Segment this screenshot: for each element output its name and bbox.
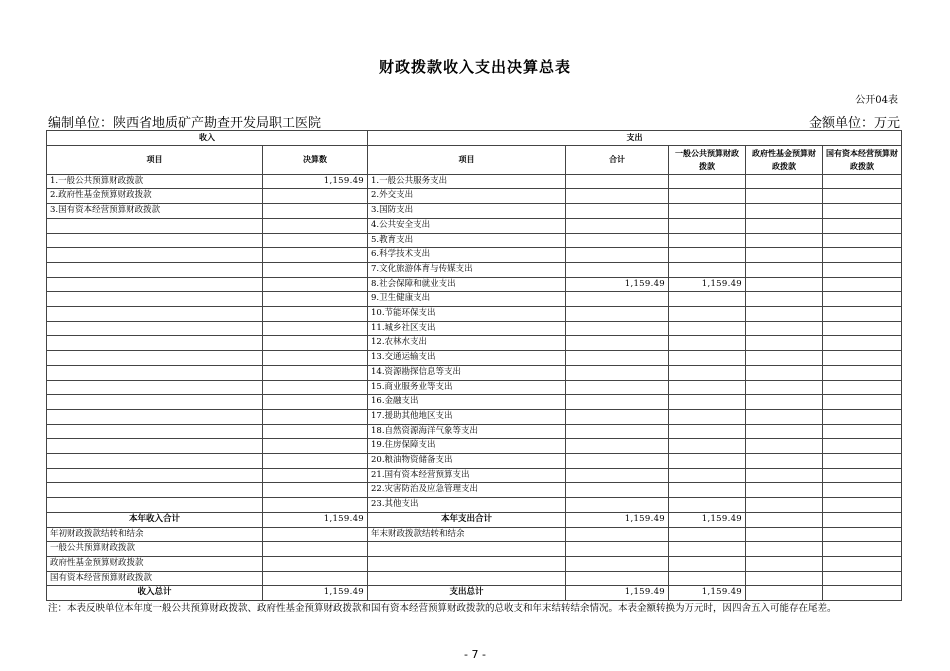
income-item	[47, 292, 263, 307]
gov-fund-amount	[746, 292, 823, 307]
gov-fund-amount	[746, 204, 823, 219]
income-amount	[263, 189, 368, 204]
expense-item: 20.粮油物资储备支出	[368, 454, 566, 469]
income-item	[47, 409, 263, 424]
col-general-budget: 一般公共预算财政拨款	[669, 145, 746, 174]
state-capital-amount	[823, 307, 902, 322]
expense-item: 年末财政拨款结转和结余	[368, 527, 566, 542]
gov-fund-amount	[746, 454, 823, 469]
general-budget-amount	[669, 380, 746, 395]
carryover-row	[47, 556, 902, 571]
gov-fund-amount	[746, 218, 823, 233]
general-budget-amount: 1,159.49	[669, 277, 746, 292]
table-row	[47, 204, 902, 219]
budget-table	[46, 130, 902, 601]
state-capital-amount	[823, 468, 902, 483]
col-state-capital: 国有资本经营预算财政拨款	[823, 145, 902, 174]
gov-fund-amount	[746, 233, 823, 248]
income-amount	[263, 380, 368, 395]
table-row	[47, 292, 902, 307]
expense-total	[566, 556, 669, 571]
income-amount	[263, 351, 368, 366]
income-item: 一般公共预算财政拨款	[47, 542, 263, 557]
expense-total	[566, 351, 669, 366]
gov-fund-amount	[746, 336, 823, 351]
income-item: 1.一般公共预算财政拨款	[47, 174, 263, 189]
expense-item: 16.金融支出	[368, 395, 566, 410]
income-amount	[263, 439, 368, 454]
gov-fund-amount	[746, 307, 823, 322]
state-capital-amount	[823, 556, 902, 571]
expense-total: 1,159.49	[566, 512, 669, 527]
gov-fund-amount	[746, 527, 823, 542]
expense-total	[566, 424, 669, 439]
general-budget-amount: 1,159.49	[669, 586, 746, 601]
income-amount	[263, 262, 368, 277]
state-capital-amount	[823, 262, 902, 277]
general-budget-amount	[669, 556, 746, 571]
expense-item: 8.社会保障和就业支出	[368, 277, 566, 292]
table-row	[47, 218, 902, 233]
income-item	[47, 483, 263, 498]
expense-item: 12.农林水支出	[368, 336, 566, 351]
income-amount	[263, 233, 368, 248]
table-row	[47, 351, 902, 366]
general-budget-amount	[669, 395, 746, 410]
state-capital-amount	[823, 512, 902, 527]
income-amount	[263, 321, 368, 336]
income-amount	[263, 409, 368, 424]
expense-item: 19.住房保障支出	[368, 439, 566, 454]
expense-item: 15.商业服务业等支出	[368, 380, 566, 395]
gov-fund-amount	[746, 380, 823, 395]
general-budget-amount	[669, 498, 746, 513]
income-item	[47, 336, 263, 351]
income-amount	[263, 454, 368, 469]
expense-label: 本年支出合计	[368, 512, 566, 527]
expense-item: 17.援助其他地区支出	[368, 409, 566, 424]
table-row	[47, 189, 902, 204]
expense-total	[566, 336, 669, 351]
income-label: 收入总计	[47, 586, 263, 601]
expense-item: 21.国有资本经营预算支出	[368, 468, 566, 483]
expense-total	[566, 262, 669, 277]
income-amount	[263, 527, 368, 542]
income-amount	[263, 365, 368, 380]
expense-item: 9.卫生健康支出	[368, 292, 566, 307]
state-capital-amount	[823, 233, 902, 248]
expense-item: 6.科学技术支出	[368, 248, 566, 263]
table-row	[47, 262, 902, 277]
state-capital-amount	[823, 571, 902, 586]
table-row	[47, 409, 902, 424]
income-amount	[263, 424, 368, 439]
state-capital-amount	[823, 483, 902, 498]
state-capital-amount	[823, 409, 902, 424]
expense-total	[566, 321, 669, 336]
state-capital-amount	[823, 365, 902, 380]
expense-total	[566, 439, 669, 454]
expense-total	[566, 307, 669, 322]
expense-total	[566, 571, 669, 586]
state-capital-amount	[823, 454, 902, 469]
col-gov-fund: 政府性基金预算财政拨款	[746, 145, 823, 174]
income-item: 年初财政拨款结转和结余	[47, 527, 263, 542]
expense-label: 支出总计	[368, 586, 566, 601]
income-amount: 1,159.49	[263, 586, 368, 601]
expense-item: 1.一般公共服务支出	[368, 174, 566, 189]
expense-total	[566, 365, 669, 380]
gov-fund-amount	[746, 483, 823, 498]
income-item	[47, 380, 263, 395]
income-amount	[263, 218, 368, 233]
income-item: 3.国有资本经营预算财政拨款	[47, 204, 263, 219]
expense-total	[566, 248, 669, 263]
table-row	[47, 380, 902, 395]
income-item	[47, 468, 263, 483]
gov-fund-amount	[746, 586, 823, 601]
expense-total: 1,159.49	[566, 277, 669, 292]
general-budget-amount	[669, 233, 746, 248]
table-row	[47, 336, 902, 351]
col-income-item: 项目	[47, 145, 263, 174]
form-number: 公开04表	[855, 95, 898, 106]
income-item	[47, 248, 263, 263]
general-budget-amount	[669, 454, 746, 469]
grand-total-row	[47, 586, 902, 601]
general-budget-amount	[669, 174, 746, 189]
table-row	[47, 468, 902, 483]
income-amount	[263, 395, 368, 410]
table-row	[47, 424, 902, 439]
state-capital-amount	[823, 204, 902, 219]
table-row	[47, 174, 902, 189]
expense-total	[566, 292, 669, 307]
gov-fund-amount	[746, 571, 823, 586]
income-label: 本年收入合计	[47, 512, 263, 527]
state-capital-amount	[823, 292, 902, 307]
state-capital-amount	[823, 380, 902, 395]
income-item	[47, 498, 263, 513]
income-amount: 1,159.49	[263, 512, 368, 527]
income-amount	[263, 498, 368, 513]
expense-item: 2.外交支出	[368, 189, 566, 204]
income-item	[47, 351, 263, 366]
state-capital-amount	[823, 248, 902, 263]
general-budget-amount	[669, 542, 746, 557]
general-budget-amount	[669, 262, 746, 277]
general-budget-amount	[669, 483, 746, 498]
state-capital-amount	[823, 336, 902, 351]
state-capital-amount	[823, 498, 902, 513]
page-number: - 7 -	[464, 648, 486, 661]
expense-total	[566, 409, 669, 424]
gov-fund-amount	[746, 439, 823, 454]
income-item: 国有资本经营预算财政拨款	[47, 571, 263, 586]
income-item	[47, 439, 263, 454]
table-row	[47, 233, 902, 248]
state-capital-amount	[823, 277, 902, 292]
general-budget-amount	[669, 527, 746, 542]
table-row	[47, 277, 902, 292]
income-amount	[263, 336, 368, 351]
income-header: 收入	[47, 131, 368, 146]
income-amount: 1,159.49	[263, 174, 368, 189]
expense-item: 7.文化旅游体育与传媒支出	[368, 262, 566, 277]
general-budget-amount	[669, 292, 746, 307]
state-capital-amount	[823, 189, 902, 204]
income-amount	[263, 277, 368, 292]
col-expense-total: 合计	[566, 145, 669, 174]
expense-item	[368, 556, 566, 571]
expense-total	[566, 189, 669, 204]
general-budget-amount	[669, 248, 746, 263]
carryover-row	[47, 527, 902, 542]
expense-item: 10.节能环保支出	[368, 307, 566, 322]
income-item	[47, 262, 263, 277]
amount-unit: 金额单位：万元	[808, 116, 900, 131]
gov-fund-amount	[746, 556, 823, 571]
state-capital-amount	[823, 586, 902, 601]
table-row	[47, 483, 902, 498]
expense-item: 18.自然资源海洋气象等支出	[368, 424, 566, 439]
table-row	[47, 498, 902, 513]
expense-total	[566, 454, 669, 469]
income-item	[47, 454, 263, 469]
income-amount	[263, 307, 368, 322]
income-amount	[263, 483, 368, 498]
general-budget-amount	[669, 409, 746, 424]
general-budget-amount	[669, 365, 746, 380]
gov-fund-amount	[746, 498, 823, 513]
table-row	[47, 395, 902, 410]
expense-total	[566, 395, 669, 410]
expense-total	[566, 527, 669, 542]
gov-fund-amount	[746, 395, 823, 410]
expense-item: 22.灾害防治及应急管理支出	[368, 483, 566, 498]
general-budget-amount	[669, 468, 746, 483]
income-amount	[263, 468, 368, 483]
income-item	[47, 307, 263, 322]
table-row	[47, 248, 902, 263]
state-capital-amount	[823, 395, 902, 410]
gov-fund-amount	[746, 409, 823, 424]
table-row	[47, 439, 902, 454]
table-row	[47, 321, 902, 336]
general-budget-amount	[669, 218, 746, 233]
expense-total	[566, 204, 669, 219]
expense-item: 13.交通运输支出	[368, 351, 566, 366]
gov-fund-amount	[746, 321, 823, 336]
state-capital-amount	[823, 527, 902, 542]
col-expense-item: 项目	[368, 145, 566, 174]
income-item	[47, 233, 263, 248]
income-item	[47, 277, 263, 292]
expense-total	[566, 174, 669, 189]
expense-total	[566, 468, 669, 483]
general-budget-amount	[669, 321, 746, 336]
col-income-amount: 决算数	[263, 145, 368, 174]
state-capital-amount	[823, 351, 902, 366]
state-capital-amount	[823, 321, 902, 336]
expense-total	[566, 233, 669, 248]
gov-fund-amount	[746, 174, 823, 189]
income-item: 2.政府性基金预算财政拨款	[47, 189, 263, 204]
income-item: 政府性基金预算财政拨款	[47, 556, 263, 571]
expense-item: 11.城乡社区支出	[368, 321, 566, 336]
table-row	[47, 365, 902, 380]
state-capital-amount	[823, 174, 902, 189]
expense-header: 支出	[368, 131, 902, 146]
income-amount	[263, 542, 368, 557]
footnote: 注：本表反映单位本年度一般公共预算财政拨款、政府性基金预算财政拨款和国有资本经营预算财政拨款的总收支和年末结转结余情况。本表金额转换为万元时，因四舍五入可能存在尾差。	[48, 603, 837, 614]
general-budget-amount	[669, 204, 746, 219]
income-item	[47, 395, 263, 410]
expense-item: 14.资源勘探信息等支出	[368, 365, 566, 380]
general-budget-amount	[669, 424, 746, 439]
gov-fund-amount	[746, 248, 823, 263]
expense-item	[368, 542, 566, 557]
income-amount	[263, 292, 368, 307]
expense-total	[566, 380, 669, 395]
income-amount	[263, 204, 368, 219]
general-budget-amount	[669, 189, 746, 204]
state-capital-amount	[823, 218, 902, 233]
page-title: 财政拨款收入支出决算总表	[378, 58, 571, 76]
expense-total: 1,159.49	[566, 586, 669, 601]
expense-total	[566, 498, 669, 513]
general-budget-amount	[669, 307, 746, 322]
expense-item	[368, 571, 566, 586]
gov-fund-amount	[746, 542, 823, 557]
state-capital-amount	[823, 439, 902, 454]
income-item	[47, 321, 263, 336]
gov-fund-amount	[746, 424, 823, 439]
expense-total	[566, 218, 669, 233]
carryover-row	[47, 542, 902, 557]
general-budget-amount	[669, 351, 746, 366]
expense-item: 23.其他支出	[368, 498, 566, 513]
gov-fund-amount	[746, 262, 823, 277]
table-row	[47, 307, 902, 322]
expense-total	[566, 542, 669, 557]
general-budget-amount	[669, 439, 746, 454]
income-item	[47, 365, 263, 380]
state-capital-amount	[823, 424, 902, 439]
year-total-row	[47, 512, 902, 527]
expense-total	[566, 483, 669, 498]
income-amount	[263, 556, 368, 571]
table-row	[47, 454, 902, 469]
gov-fund-amount	[746, 189, 823, 204]
general-budget-amount: 1,159.49	[669, 512, 746, 527]
expense-item: 3.国防支出	[368, 204, 566, 219]
income-amount	[263, 571, 368, 586]
gov-fund-amount	[746, 468, 823, 483]
gov-fund-amount	[746, 351, 823, 366]
carryover-row	[47, 571, 902, 586]
income-amount	[263, 248, 368, 263]
gov-fund-amount	[746, 512, 823, 527]
gov-fund-amount	[746, 365, 823, 380]
state-capital-amount	[823, 542, 902, 557]
general-budget-amount	[669, 336, 746, 351]
income-item	[47, 424, 263, 439]
gov-fund-amount	[746, 277, 823, 292]
expense-item: 4.公共安全支出	[368, 218, 566, 233]
general-budget-amount	[669, 571, 746, 586]
income-item	[47, 218, 263, 233]
reporting-unit: 编制单位：陕西省地质矿产勘查开发局职工医院	[48, 116, 322, 131]
expense-item: 5.教育支出	[368, 233, 566, 248]
